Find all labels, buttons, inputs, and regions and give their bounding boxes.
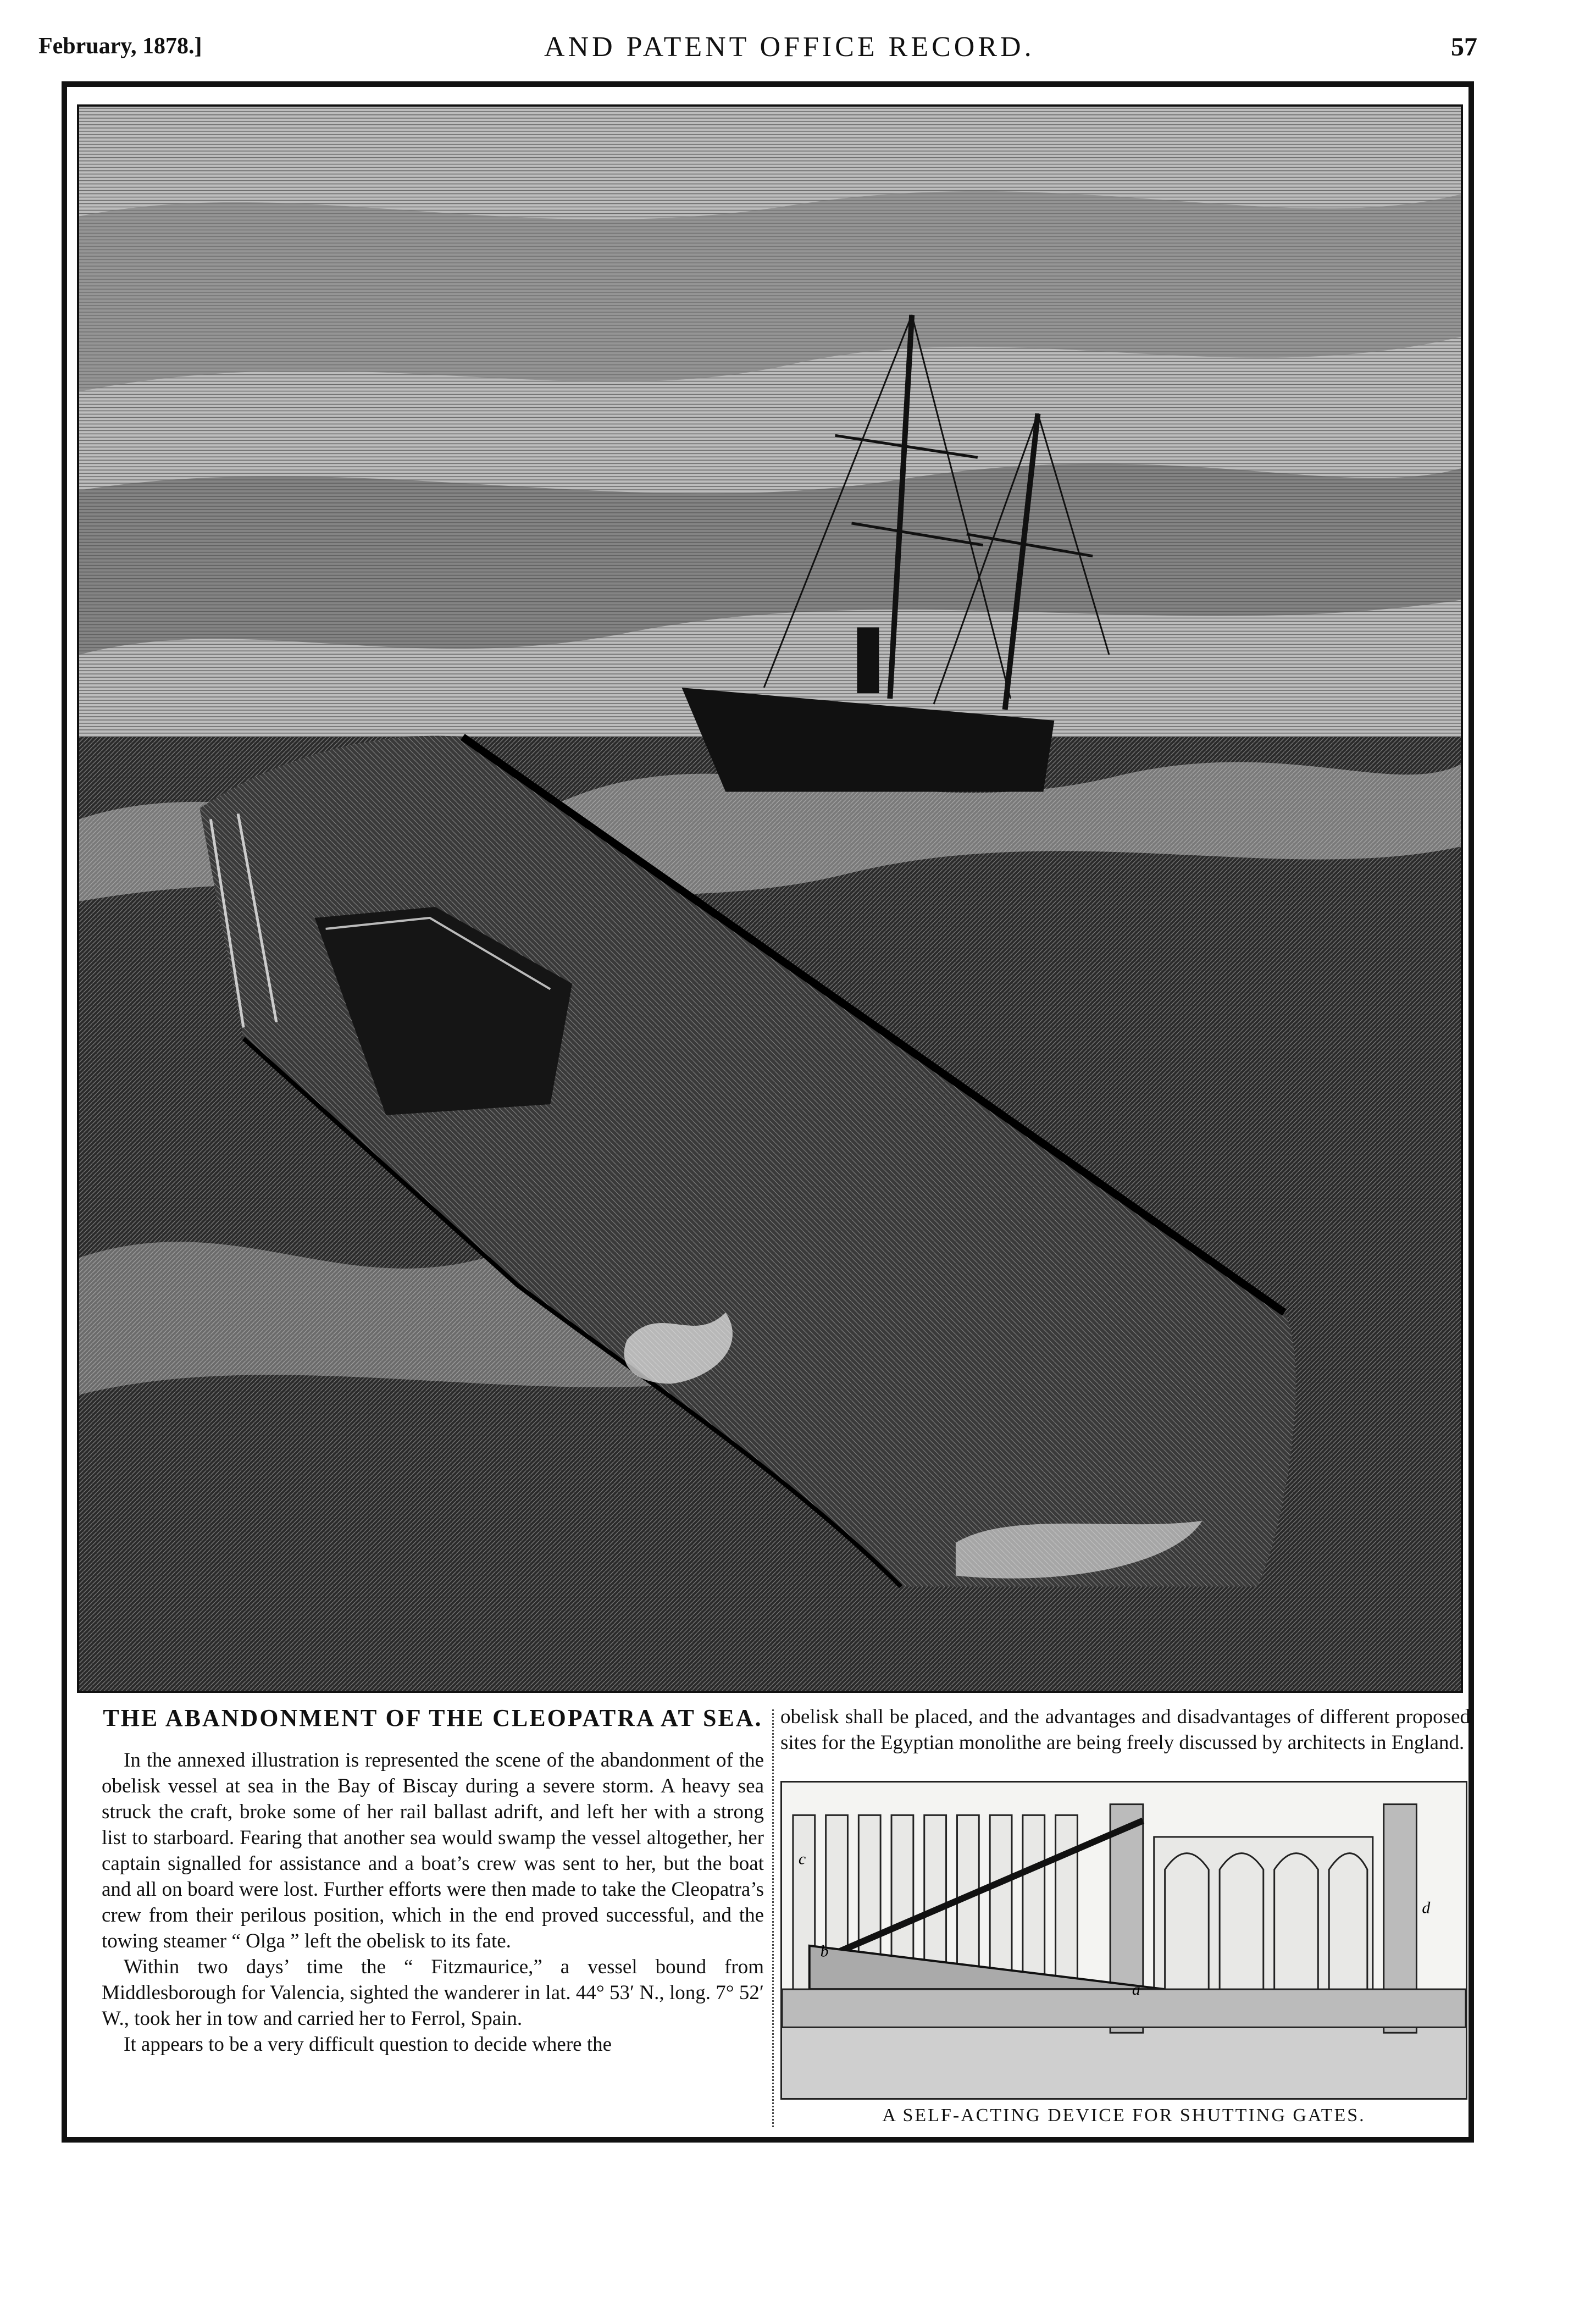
gate-figure-caption: A SELF-ACTING DEVICE FOR SHUTTING GATES. [882, 2105, 1366, 2126]
article-column-right [780, 1704, 1470, 1756]
article-paragraph: Within two days’ time the “ Fitzmaurice,” a vessel bound from Middlesborough for Valencia, sighted the wanderer in lat. 44° 53′ N., long. 7° 52′ W., took her in tow and carried her to Ferrol, Spain. [102, 1956, 764, 2030]
label-b: b [820, 1942, 829, 1961]
label-d: d [1422, 1899, 1431, 1917]
running-head [38, 31, 1477, 71]
page-number: 57 [1451, 32, 1477, 62]
running-head-date: February, 1878.] [38, 34, 202, 59]
article-title: THE ABANDONMENT OF THE CLEOPATRA AT SEA. [103, 1704, 763, 1731]
article-paragraph: It appears to be a very difficult question to decide where the [124, 2033, 612, 2056]
article-continuation: obelisk shall be placed, and the advantages and disadvantages of different proposed sites for the Egyptian monolithe are being freely discussed by architects in England. [780, 1706, 1470, 1754]
label-a: a [1132, 1980, 1140, 1999]
article-column-left [102, 1704, 764, 2057]
running-head-title: AND PATENT OFFICE RECORD. [544, 31, 1035, 63]
article-paragraph: In the annexed illustration is represented the scene of the abandonment of the obelisk vessel at sea in the Bay of Biscay during a severe storm. A heavy sea struck the craft, broke some of her rail ballast adrift, and left her with a strong list to starboard. Fearing that another sea would swamp the vessel altogether, her captain signalled for assistance and a boat’s crew was sent to her, but the boat and all on board were lost. Further efforts were then made to take the Cleopatra’s crew from their perilous position, which in the end proved successful, and the towing steamer “ Olga ” left the obelisk to its fate. [102, 1749, 764, 1952]
gate-device-illustration [780, 1781, 1467, 2100]
article-body [102, 1747, 764, 2057]
gate-svg [782, 1783, 1466, 2098]
cleopatra-engraving [77, 104, 1463, 1693]
engraving-svg [79, 107, 1461, 1691]
column-divider [772, 1709, 774, 2127]
label-c: c [798, 1850, 806, 1868]
